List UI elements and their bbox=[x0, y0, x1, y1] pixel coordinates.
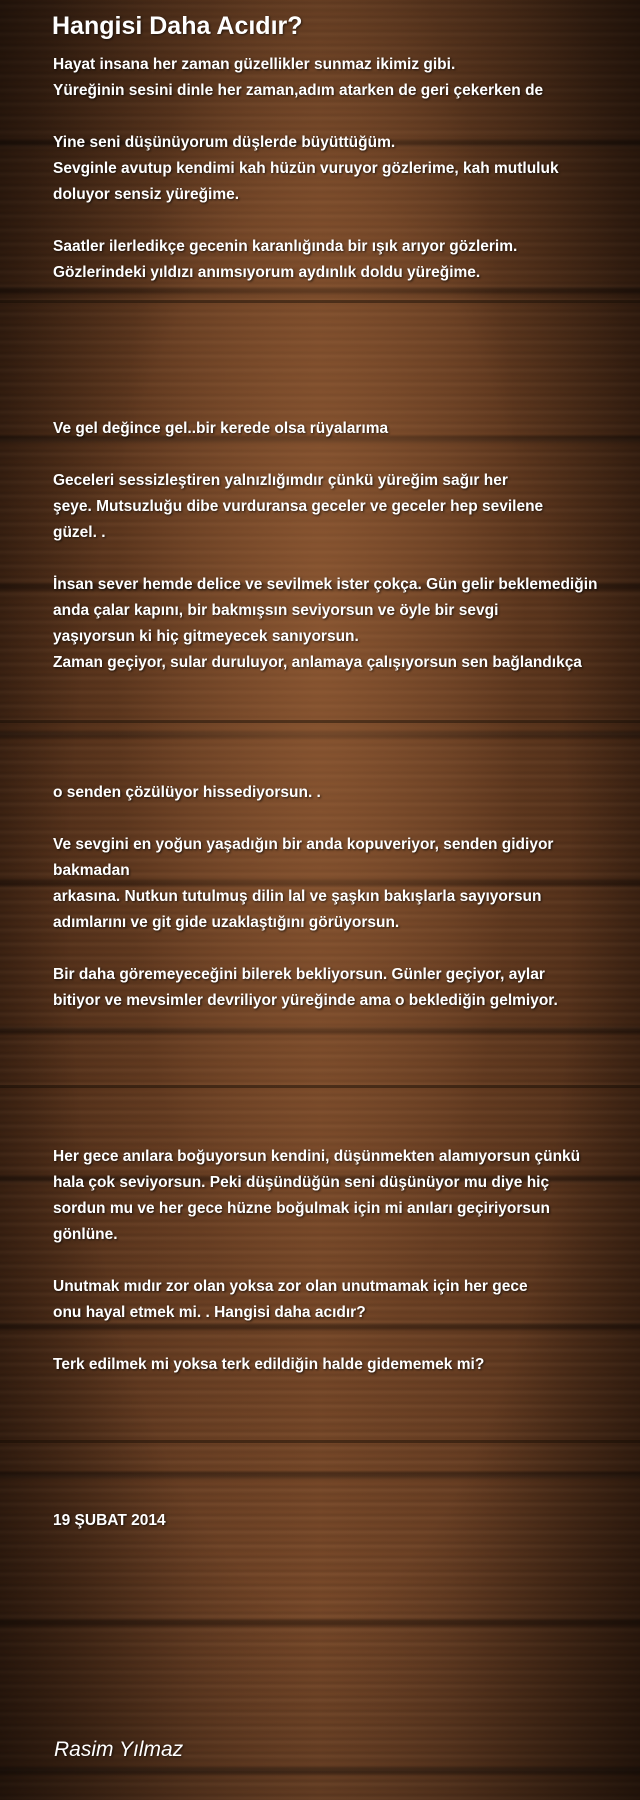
poem-blank-line bbox=[53, 208, 628, 234]
poem-line: Gözlerindeki yıldızı anımsıyorum aydınlık doldu yüreğime. bbox=[53, 264, 481, 281]
poem-line: Bir daha göremeyeceğini bilerek bekliyorsun. Günler geçiyor, aylar bbox=[53, 966, 545, 983]
poem-blank-line bbox=[53, 936, 628, 962]
poem-line: Zaman geçiyor, sular duruluyor, anlamaya çalışıyorsun sen bağlandıkça bbox=[53, 654, 582, 671]
poem-line: Unutmak mıdır zor olan yoksa zor olan unutmamak için her gece bbox=[53, 1278, 528, 1295]
poem-line: Geceleri sessizleştiren yalnızlığımdır çünkü yüreğim sağır her bbox=[53, 472, 508, 489]
poem-blank-line bbox=[53, 364, 628, 390]
poem-line: Yüreğinin sesini dinle her zaman,adım atarken de geri çekerken de bbox=[53, 82, 544, 99]
poem-blank-line bbox=[53, 546, 628, 572]
poem-blank-line bbox=[53, 1014, 628, 1040]
poem-line: Terk edilmek mi yoksa terk edildiğin halde gidememek mi? bbox=[53, 1356, 485, 1373]
poem-line: hala çok seviyorsun. Peki düşündüğün seni düşünüyor mu diye hiç bbox=[53, 1174, 550, 1191]
poem-blank-line bbox=[53, 1092, 628, 1118]
poem-blank-line bbox=[53, 1326, 628, 1352]
poem-blank-line bbox=[53, 442, 628, 468]
poem-line: İnsan sever hemde delice ve sevilmek ister çokça. Gün gelir beklemediğin bbox=[53, 576, 598, 593]
poem-blank-line bbox=[53, 676, 628, 702]
poem-line: arkasına. Nutkun tutulmuş dilin lal ve şaşkın bakışlarla sayıyorsun bbox=[53, 888, 542, 905]
poem-line: bakmadan bbox=[53, 862, 130, 879]
poem-blank-line bbox=[53, 1248, 628, 1274]
poem-author: Rasim Yılmaz bbox=[54, 1738, 184, 1761]
poem-line: bitiyor ve mevsimler devriliyor yüreğinde ama o beklediğin gelmiyor. bbox=[53, 992, 558, 1009]
poem-line: 19 ŞUBAT 2014 bbox=[53, 1512, 166, 1529]
poem-line: Sevginle avutup kendimi kah hüzün vuruyor gözlerime, kah mutluluk bbox=[53, 160, 559, 177]
poem-blank-line bbox=[53, 1040, 628, 1066]
poem-blank-line bbox=[53, 390, 628, 416]
poem-blank-line bbox=[53, 1066, 628, 1092]
poem-line: o senden çözülüyor hissediyorsun. . bbox=[53, 784, 321, 801]
poem-line: Hayat insana her zaman güzellikler sunmaz ikimiz gibi. bbox=[53, 56, 456, 73]
poem-blank-line bbox=[53, 1118, 628, 1144]
poem-line: Yine seni düşünüyorum düşlerde büyüttüğüm. bbox=[53, 134, 396, 151]
poem-blank-line bbox=[53, 754, 628, 780]
poem-blank-line bbox=[53, 338, 628, 364]
poem-blank-line bbox=[53, 1482, 628, 1508]
poem-line: Ve sevgini en yoğun yaşadığın bir anda kopuveriyor, senden gidiyor bbox=[53, 836, 554, 853]
poem-line: Her gece anılara boğuyorsun kendini, düşünmekten alamıyorsun çünkü bbox=[53, 1148, 581, 1165]
poem-line: yaşıyorsun ki hiç gitmeyecek sanıyorsun. bbox=[53, 628, 359, 645]
poem-blank-line bbox=[53, 702, 628, 728]
poem-blank-line bbox=[53, 728, 628, 754]
poem-line: Saatler ilerledikçe gecenin karanlığında bir ışık arıyor gözlerim. bbox=[53, 238, 518, 255]
poem-line: şeye. Mutsuzluğu dibe vurduransa geceler ve geceler hep sevilene bbox=[53, 498, 544, 515]
poem-blank-line bbox=[53, 104, 628, 130]
poem-blank-line bbox=[53, 1378, 628, 1404]
poem-blank-line bbox=[53, 806, 628, 832]
poem-body bbox=[53, 52, 628, 1534]
poem-line: gönlüne. bbox=[53, 1226, 118, 1243]
poem-title: Hangisi Daha Acıdır? bbox=[52, 12, 303, 40]
poem-blank-line bbox=[53, 1404, 628, 1430]
poem-blank-line bbox=[53, 312, 628, 338]
poem-line: doluyor sensiz yüreğime. bbox=[53, 186, 240, 203]
poem-blank-line bbox=[53, 1430, 628, 1456]
poem-line: onu hayal etmek mi. . Hangisi daha acıdır? bbox=[53, 1304, 366, 1321]
poem-line: güzel. . bbox=[53, 524, 106, 541]
poem-line: sordun mu ve her gece hüzne boğulmak için mi anıları geçiriyorsun bbox=[53, 1200, 550, 1217]
poem-line: anda çalar kapını, bir bakmışsın seviyorsun ve öyle bir sevgi bbox=[53, 602, 499, 619]
poem-blank-line bbox=[53, 286, 628, 312]
poem-line: Ve gel değince gel..bir kerede olsa rüyalarıma bbox=[53, 420, 389, 437]
poem-line: adımlarını ve git gide uzaklaştığını görüyorsun. bbox=[53, 914, 400, 931]
poem-blank-line bbox=[53, 1456, 628, 1482]
